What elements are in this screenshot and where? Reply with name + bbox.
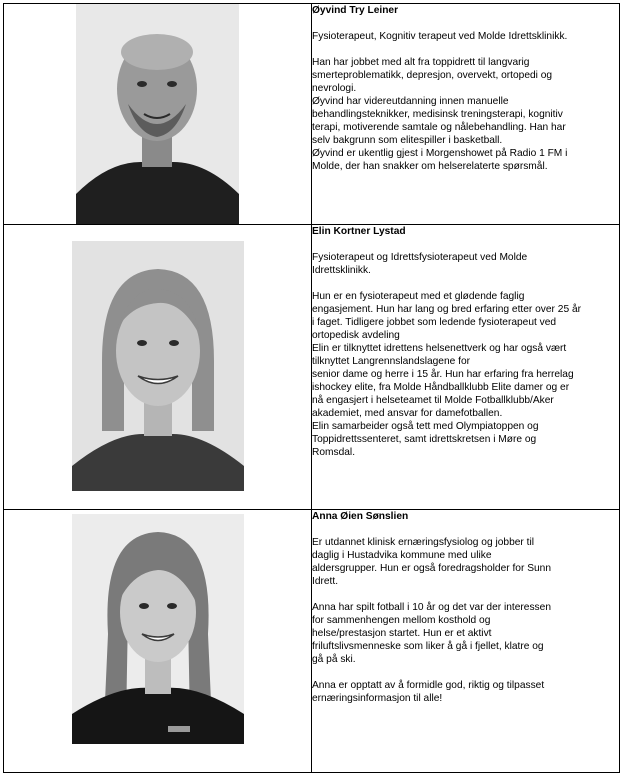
profile-row bbox=[4, 4, 620, 225]
bio-paragraph: Hun er en fysioterapeut med et glødende faglig engasjement. Hun har lang og bred erfaring etter over 25 år i faget. Tidligere jobbet som ledende fysioterapeut ved ortopedisk avdeling Elin er tilknyttet idrettens helsenettverk og har også vært tilknyttet Langrennslandslagene for senior dame og herre i 15 år. Hun har erfaring fra herrelag ishockey elite, fra Molde Håndballklubb Elite damer og er nå engasjert i helseteamet til Molde Fotballklubb/Aker akademiet, med ansvar for damefotballen. Elin samarbeider også tett med Olympiatoppen og Toppidrettssenteret, samt idrettskretsen i Møre og Romsdal. bbox=[312, 291, 581, 458]
person-name: Elin Kortner Lystad bbox=[312, 226, 406, 237]
profiles-table bbox=[3, 3, 620, 773]
profile-row bbox=[4, 510, 620, 773]
bio-cell bbox=[312, 510, 620, 773]
photo-cell bbox=[4, 4, 312, 225]
portrait-photo bbox=[72, 241, 244, 491]
portrait-icon bbox=[72, 514, 244, 744]
person-name: Anna Øien Sønslien bbox=[312, 511, 409, 522]
bio-paragraph: Er utdannet klinisk ernæringsfysiolog og jobber til daglig i Hustadvika kommune med ulike aldersgrupper. Hun er også foredragsholder for Sunn Idrett. bbox=[312, 537, 551, 587]
bio-cell bbox=[312, 4, 620, 225]
bio-paragraph: Fysioterapeut, Kognitiv terapeut ved Molde Idrettsklinikk. bbox=[312, 31, 568, 42]
portrait-icon bbox=[76, 4, 239, 224]
bio-paragraph: Fysioterapeut og Idrettsfysioterapeut ved Molde Idrettsklinikk. bbox=[312, 252, 528, 276]
portrait-photo bbox=[76, 4, 239, 224]
photo-cell bbox=[4, 225, 312, 510]
person-name: Øyvind Try Leiner bbox=[312, 5, 399, 16]
portrait-photo bbox=[72, 514, 244, 744]
bio-paragraph: Anna er opptatt av å formidle god, riktig og tilpasset ernæringsinformasjon til alle! bbox=[312, 680, 545, 704]
bio-paragraph: Han har jobbet med alt fra toppidrett til langvarig smerteproblematikk, depresjon, overvekt, ortopedi og nevrologi. Øyvind har videreutdanning innen manuelle behandlingsteknikker, medisinsk treningsterapi, kognitiv terapi, motiverende samtale og nålebehandling. Han har selv bakgrunn som elitespiller i basketball. Øyvind er ukentlig gjest i Morgenshowet på Radio 1 FM i Molde, der han snakker om helserelaterte spørsmål. bbox=[312, 57, 568, 172]
profile-row bbox=[4, 225, 620, 510]
photo-cell bbox=[4, 510, 312, 773]
bio-cell bbox=[312, 225, 620, 510]
portrait-icon bbox=[72, 241, 244, 491]
bio-paragraph: Anna har spilt fotball i 10 år og det var der interessen for sammenhengen mellom kosthold og helse/prestasjon startet. Hun er et aktivt friluftslivsmenneske som liker å gå i fjellet, klatre og gå på ski. bbox=[312, 602, 551, 665]
